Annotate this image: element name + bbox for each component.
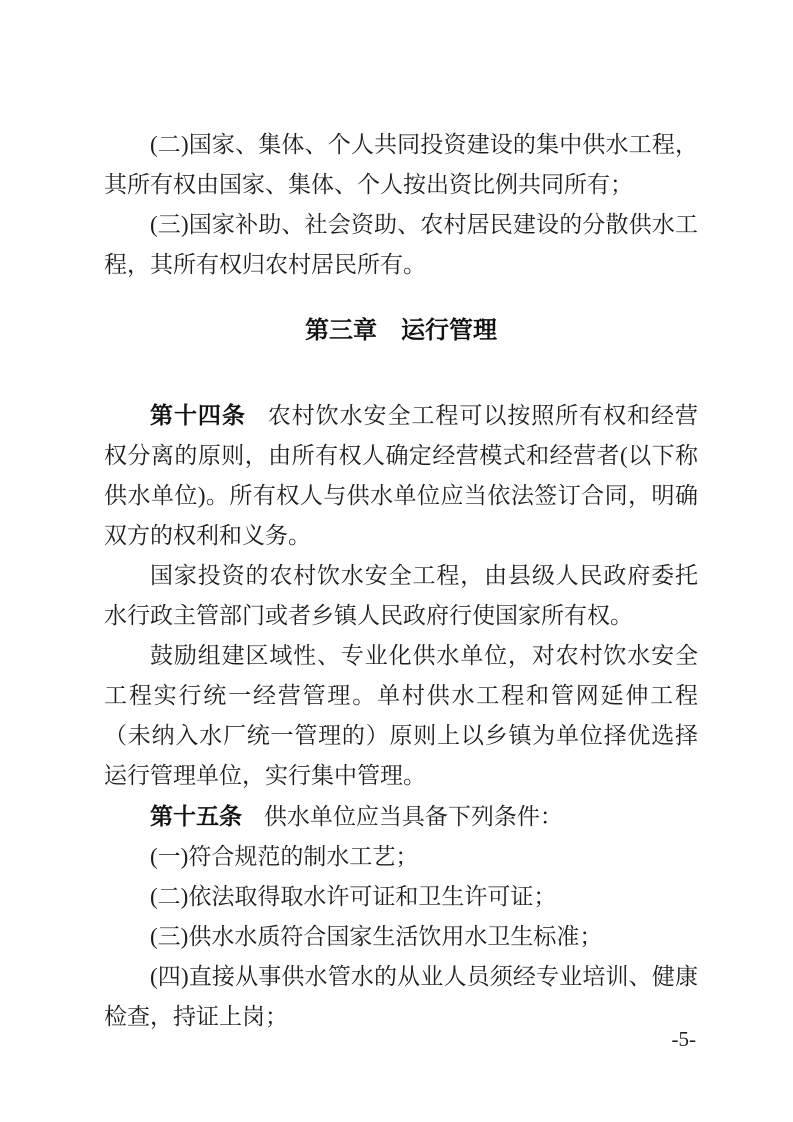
article-15-paragraph <box>104 796 698 837</box>
paragraph-state-invested: 国家投资的农村饮水安全工程，由县级人民政府委托水行政主管部门或者乡镇人民政府行使国家所有权。 <box>104 563 698 628</box>
document-body <box>104 125 698 1037</box>
article-14-paragraph <box>104 395 698 556</box>
condition-item-2: (二)依法取得取水许可证和卫生许可证； <box>150 884 557 909</box>
clause-paragraph-2: (二)国家、集体、个人共同投资建设的集中供水工程，其所有权由国家、集体、个人按出资比例共同所有； <box>104 132 698 197</box>
chapter-heading: 第三章 运行管理 <box>305 317 497 344</box>
article-14-text: 农村饮水安全工程可以按照所有权和经营权分离的原则，由所有权人确定经营模式和经营者(以下称供水单位)。所有权人与供水单位应当依法签订合同，明确双方的权利和义务。 <box>104 403 699 548</box>
condition-item-3: (三)供水水质符合国家生活饮用水卫生标准； <box>150 924 603 949</box>
condition-item-1: (一)符合规范的制水工艺； <box>150 844 419 869</box>
clause-paragraph-3: (三)国家补助、社会资助、农村居民建设的分散供水工程，其所有权归农村居民所有。 <box>104 212 698 277</box>
paragraph-encourage-regional: 鼓励组建区域性、专业化供水单位，对农村饮水安全工程实行统一经营管理。单村供水工程和管网延伸工程（未纳入水厂统一管理的）原则上以乡镇为单位择优选择运行管理单位，实行集中管理。 <box>104 643 698 788</box>
article-15-number: 第十五条 <box>150 803 242 829</box>
page-number: -5- <box>671 1027 696 1051</box>
article-14-number: 第十四条 <box>150 402 246 428</box>
condition-item-4: (四)直接从事供水管水的从业人员须经专业培训、健康检查，持证上岗； <box>104 964 698 1029</box>
article-15-text: 供水单位应当具备下列条件： <box>263 804 563 829</box>
